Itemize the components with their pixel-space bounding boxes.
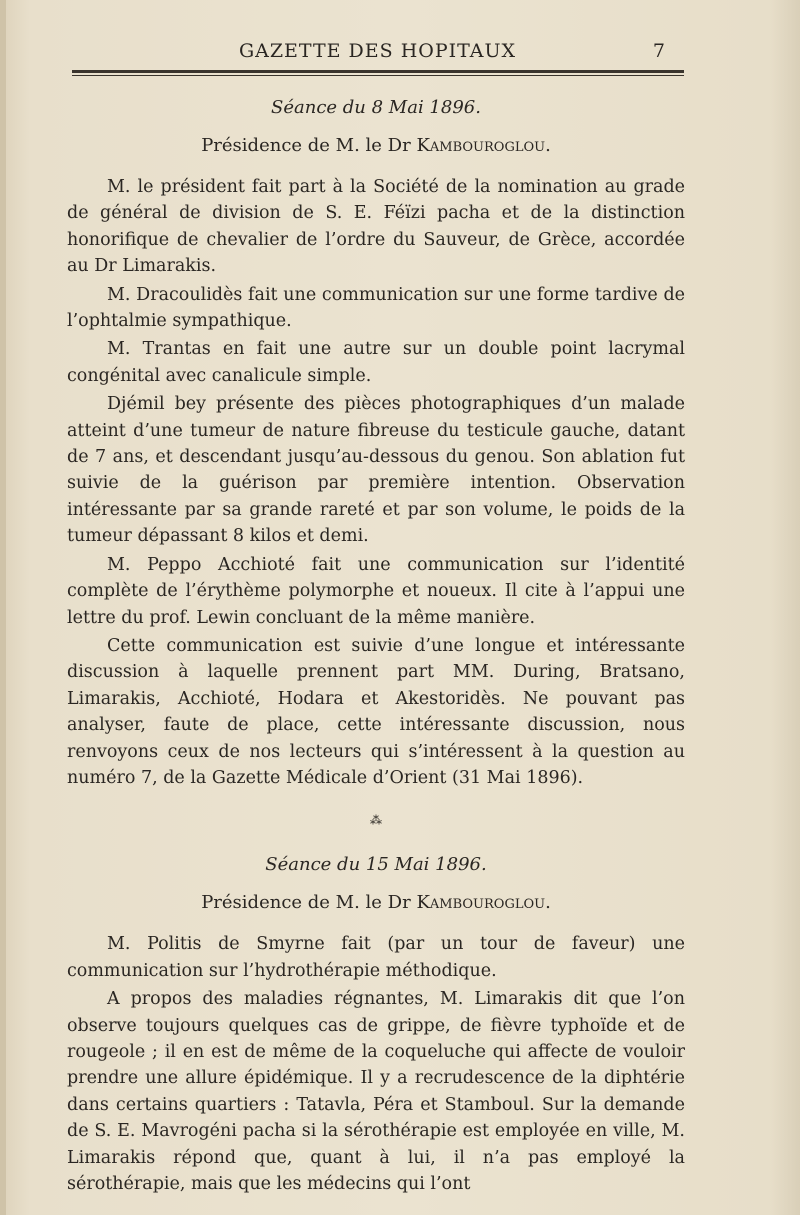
session-date-2: Séance du 15 Mai 1896. (265, 854, 487, 876)
paragraph: A propos des maladies régnantes, M. Limarakis dit que l’on observe toujours quelques cas de grippe, de fièvre typhoïde et de rougeole ; il en est de même de la coqueluche qui affecte de vouloir prendre une allure épidémique. Il y a recrudescence de la diphtérie dans certains quartiers : Tatavla, Péra et Stamboul. Sur la demande de S. E. Mavrogéni pacha si la sérothérapie est employée en ville, M. Limarakis répond que, quant à lui, il n’a pas employé la sérothérapie, mais que les médecins qui l’ont (67, 989, 685, 1194)
presidence-prefix: Présidence de M. le Dr (201, 135, 411, 156)
presidence-line-2 (67, 891, 685, 915)
presidence-prefix: Présidence de M. le Dr (201, 892, 411, 914)
paragraph: Djémil bey présente des pièces photographiques d’un malade atteint d’une tumeur de nature fibreuse du testicule gauche, datant de 7 ans, et descendant jusqu’au-dessous du genou. Son ablation fut suivie de la guérison par première intention. Observation intéressante par sa grande rareté et par son volume, le poids de la tumeur dépassant 8 kilos et demi. (67, 394, 685, 547)
running-header (70, 40, 685, 66)
header-rule-thin (72, 75, 684, 76)
section-separator: ⁂ (370, 813, 382, 828)
presidence-line-1 (67, 134, 685, 158)
paragraph: M. Dracoulidès fait une communication sur une forme tardive de l’ophtalmie sympathique. (67, 284, 685, 332)
article-body (67, 96, 685, 1199)
president-name: Kambouroglou. (416, 892, 551, 914)
paragraph: M. le président fait part à la Société de la nomination au grade de général de division de S. E. Féïzi pacha et de la distinction honorifique de chevalier de l’ordre du Sauveur, de Grèce, accordée au Dr Limarakis. (67, 177, 685, 277)
paragraph: M. Peppo Acchioté fait une communication sur l’identité complète de l’érythème polymorphe et noueux. Il cite à l’appui une lettre du prof. Lewin concluant de la même manière. (67, 554, 685, 628)
paragraph: M. Trantas en fait une autre sur un double point lacrymal congénital avec canalicule simple. (67, 339, 685, 386)
president-name: Kambouroglou. (416, 135, 551, 156)
page-binding-edge (0, 0, 6, 1215)
session-date-1: Séance du 8 Mai 1896. (271, 97, 481, 118)
paragraph: Cette communication est suivie d’une longue et intéressante discussion à laquelle prennent part MM. During, Bratsano, Limarakis, Acchioté, Hodara et Akestoridès. Ne pouvant pas analyser, faute de place, cette intéressante discussion, nous renvoyons ceux de nos lecteurs qui s’intéressent à la question au numéro 7, de la Gazette Médicale d’Orient (31 Mai 1896). (67, 635, 685, 788)
paragraph: M. Politis de Smyrne fait (par un tour de faveur) une communication sur l’hydrothérapie méthodique. (67, 934, 685, 981)
journal-title: GAZETTE DES HOPITAUX (238, 40, 517, 62)
header-rule-thick (72, 70, 684, 73)
page-number: 7 (652, 40, 665, 62)
